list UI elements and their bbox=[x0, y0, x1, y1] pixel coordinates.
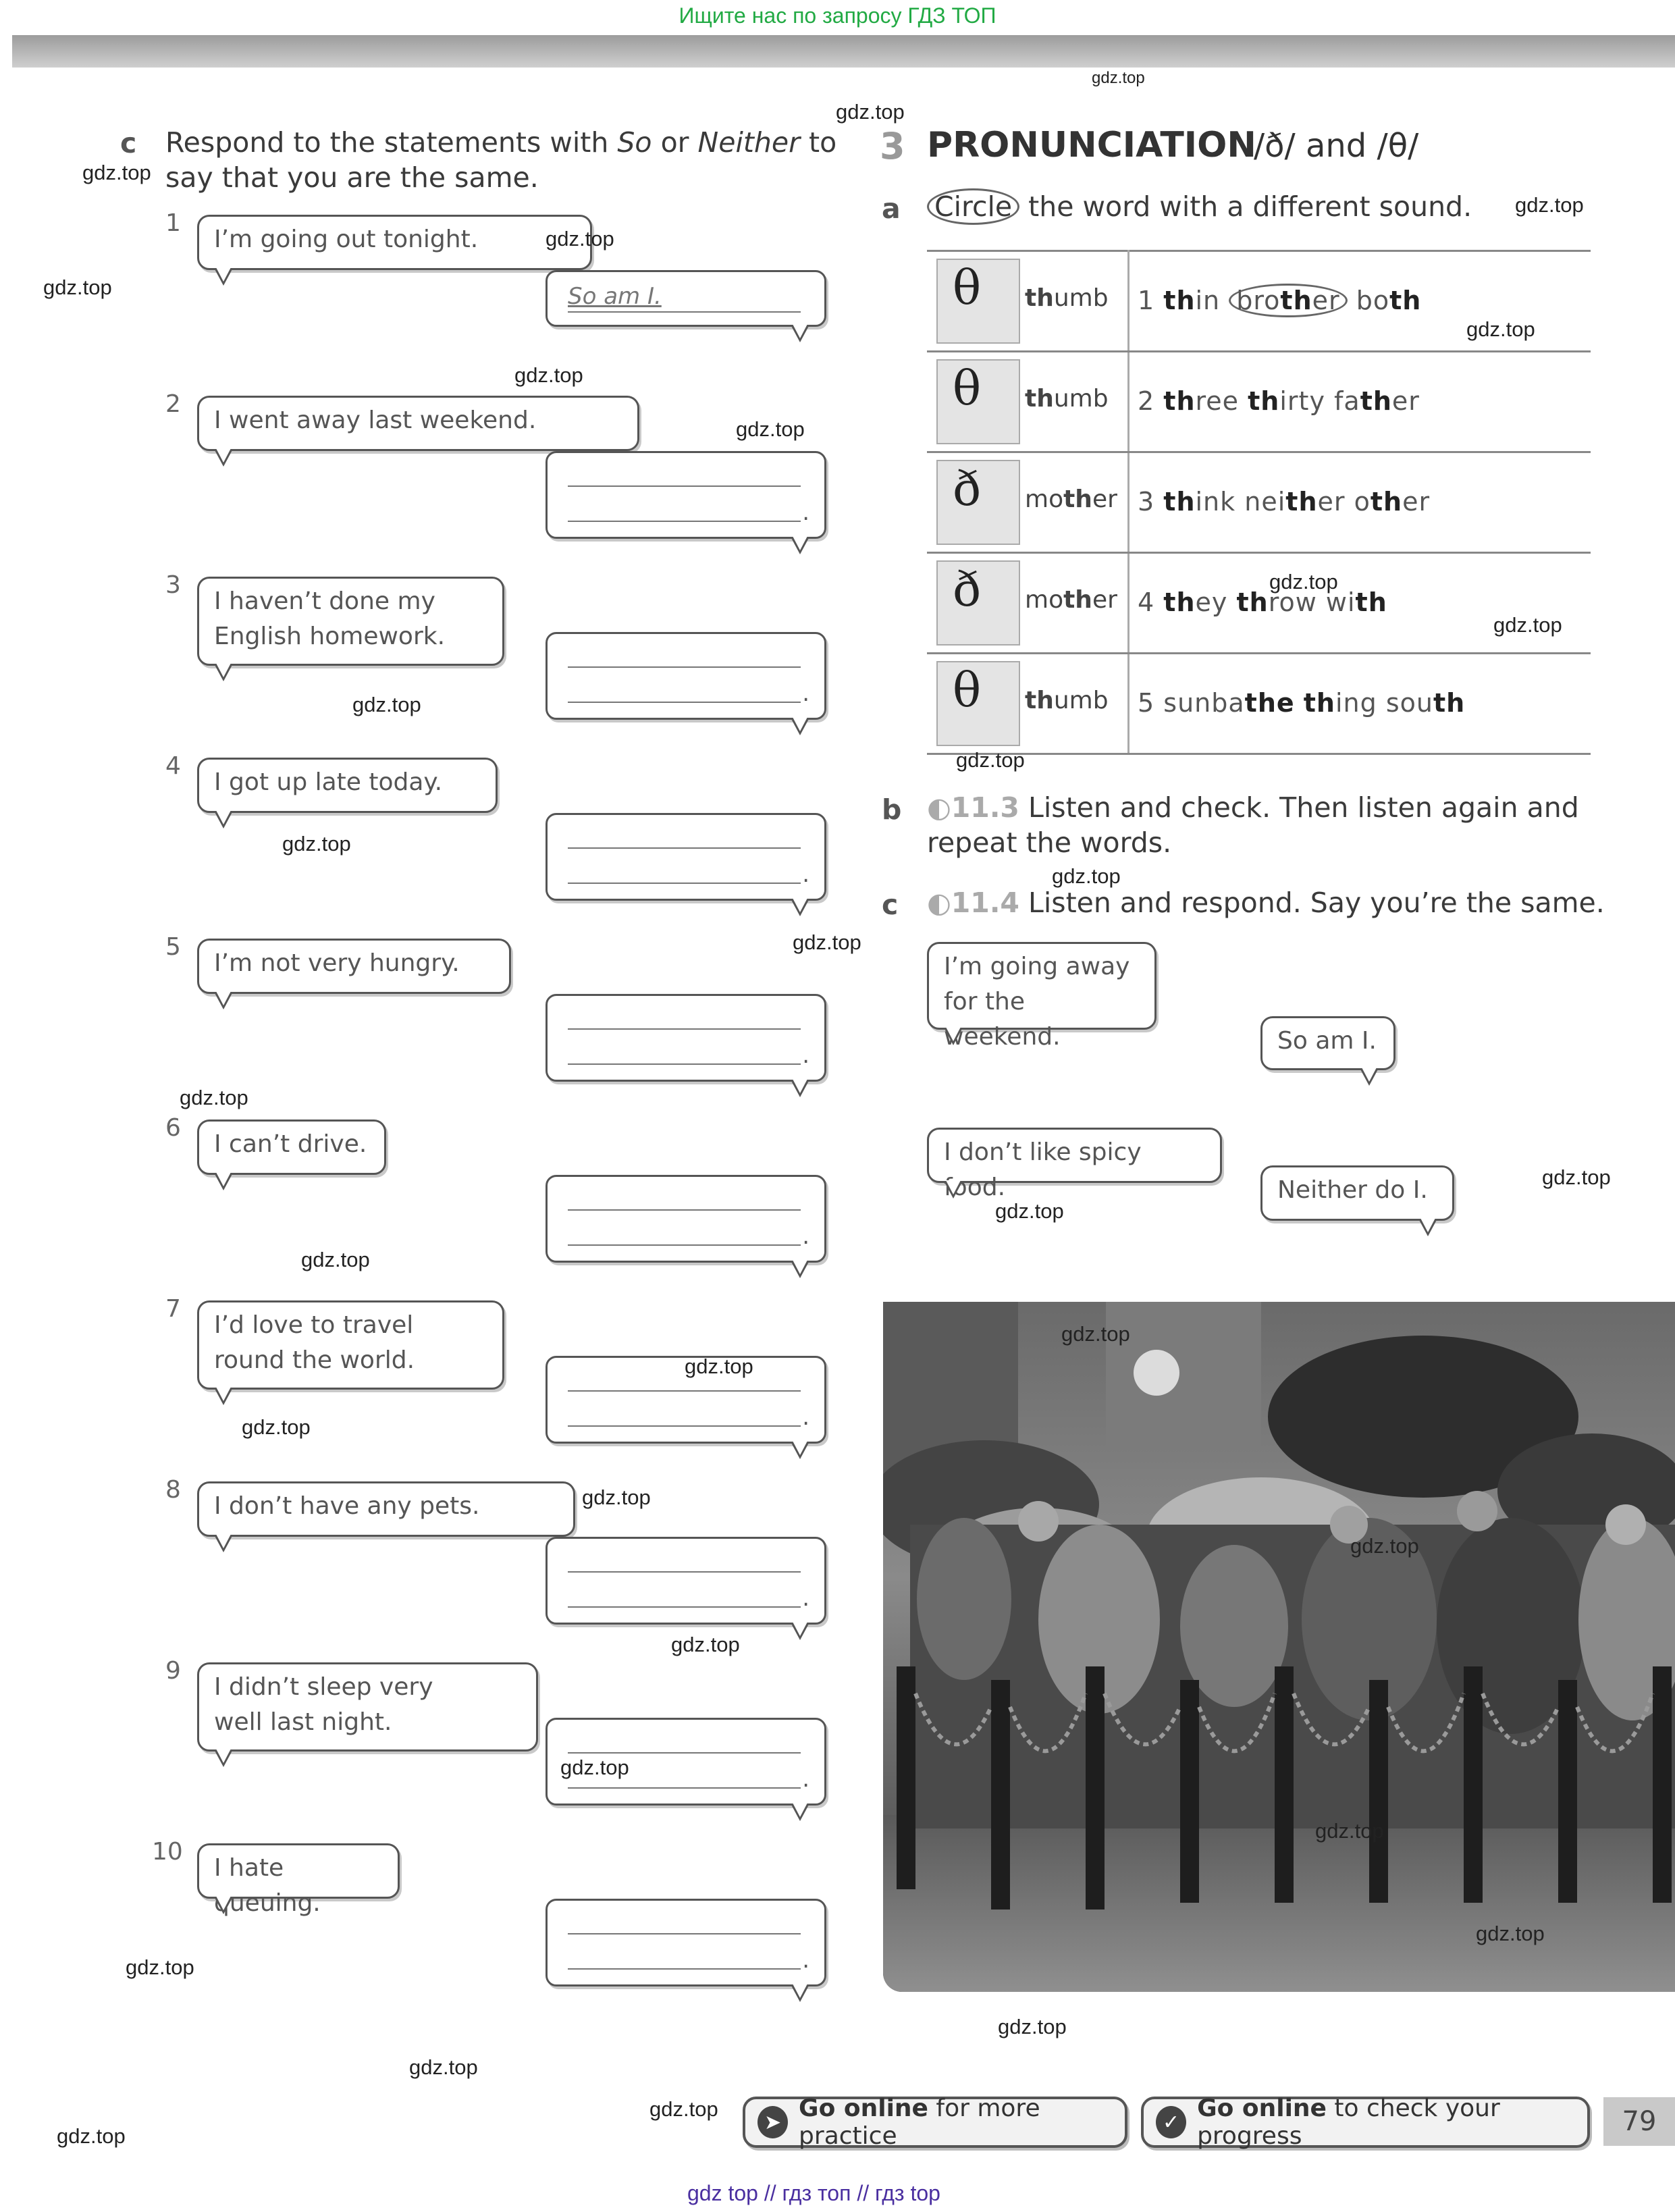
watermark-text: gdz.top bbox=[1269, 570, 1338, 594]
statement-line-1: I don’t have any pets. bbox=[214, 1492, 480, 1520]
statement-line-1: I’m not very hungry. bbox=[214, 949, 460, 977]
watermark-text: gdz.top bbox=[352, 693, 421, 716]
word-choices bbox=[1138, 587, 1387, 617]
answer-line[interactable] bbox=[568, 1968, 801, 1970]
answer-line[interactable] bbox=[568, 1028, 801, 1030]
audio-track-11-3[interactable]: 11.3 bbox=[951, 791, 1019, 824]
word-option[interactable]: other bbox=[1354, 487, 1431, 517]
phoneme-symbol: ð bbox=[953, 461, 982, 517]
period: . bbox=[802, 1223, 809, 1250]
word-option[interactable]: father bbox=[1334, 386, 1420, 416]
answer-line[interactable] bbox=[568, 1933, 801, 1934]
statement-bubble bbox=[197, 758, 498, 813]
statement-bubble bbox=[197, 1843, 400, 1917]
word-option[interactable]: thirty bbox=[1248, 386, 1325, 416]
word-option[interactable]: think bbox=[1163, 487, 1236, 517]
statement-line-1: I went away last weekend. bbox=[214, 406, 537, 434]
answer-line[interactable] bbox=[568, 521, 801, 522]
section-c-instruction bbox=[165, 125, 841, 195]
checkmark-icon: ✓ bbox=[1156, 2106, 1186, 2138]
word-option[interactable]: throw bbox=[1236, 587, 1317, 617]
row-number: 1 bbox=[1138, 286, 1155, 315]
statement-bubble bbox=[197, 1300, 504, 1390]
statement-line-1: I hate queuing. bbox=[214, 1854, 321, 1917]
section-number: 3 bbox=[880, 125, 905, 167]
thumb-theta-icon bbox=[936, 259, 1020, 344]
mother-eth-icon bbox=[936, 560, 1020, 646]
statement-bubble bbox=[197, 577, 504, 666]
period: . bbox=[802, 861, 809, 888]
answer-box[interactable] bbox=[546, 1175, 826, 1263]
word-option[interactable]: thing bbox=[1303, 688, 1377, 718]
answer-line[interactable] bbox=[568, 1063, 801, 1065]
word-option[interactable]: neither bbox=[1244, 487, 1346, 517]
watermark-text: gdz.top bbox=[43, 275, 112, 299]
answer-line[interactable] bbox=[568, 702, 801, 703]
statement-bubble bbox=[197, 1662, 538, 1752]
watermark-text: gdz.top bbox=[514, 363, 583, 387]
keyword: thumb bbox=[1025, 385, 1109, 413]
watermark-text: gdz.top bbox=[649, 2097, 718, 2121]
keyword: mother bbox=[1025, 586, 1117, 614]
speaker-icon[interactable]: ◐ bbox=[927, 791, 951, 824]
answer-line[interactable] bbox=[568, 311, 801, 313]
statement-bubble bbox=[197, 215, 592, 270]
answer-box[interactable] bbox=[546, 632, 826, 720]
audio-track-11-4[interactable]: 11.4 bbox=[951, 887, 1019, 919]
example-statement-1: I’m going away for the weekend. bbox=[927, 942, 1156, 1030]
keyword: thumb bbox=[1025, 284, 1109, 312]
period: . bbox=[802, 499, 809, 526]
watermark-text: gdz.top bbox=[685, 1354, 753, 1378]
item-number: 6 bbox=[165, 1114, 181, 1142]
answer-line[interactable] bbox=[568, 1425, 801, 1427]
pronunciation-row bbox=[927, 554, 1591, 654]
item-number: 10 bbox=[152, 1838, 183, 1866]
part-c-instruction: ◐11.4 Listen and respond. Say you’re the same. bbox=[927, 887, 1605, 919]
answer-box[interactable] bbox=[546, 270, 826, 327]
word-option[interactable]: sunbathe bbox=[1163, 688, 1295, 718]
item-number: 1 bbox=[165, 209, 181, 237]
watermark-text: gdz.top bbox=[282, 832, 351, 855]
thumb-theta-icon bbox=[936, 661, 1020, 746]
watermark-text: gdz.top bbox=[1542, 1165, 1611, 1189]
answer-box[interactable] bbox=[546, 994, 826, 1082]
pronunciation-row bbox=[927, 654, 1591, 755]
answer-line[interactable] bbox=[568, 847, 801, 849]
phoneme-symbol: ð bbox=[953, 562, 982, 617]
statement-bubble bbox=[197, 939, 511, 994]
watermark-text: gdz.top bbox=[836, 100, 905, 124]
word-option[interactable]: three bbox=[1163, 386, 1240, 416]
example-reply-2: Neither do I. bbox=[1260, 1165, 1454, 1221]
answer-line[interactable] bbox=[568, 1752, 801, 1754]
item-number: 3 bbox=[165, 571, 181, 599]
answer-line[interactable] bbox=[568, 1787, 801, 1789]
watermark-text: gdz.top bbox=[180, 1086, 248, 1109]
answer-line[interactable] bbox=[568, 485, 801, 487]
watermark-text: gdz.top bbox=[582, 1485, 651, 1509]
watermark-text: gdz.top bbox=[1061, 1322, 1130, 1346]
cursor-arrow-icon: ➤ bbox=[757, 2106, 788, 2138]
instruction-line-1: Respond to the statements with So or Neither to bbox=[165, 126, 837, 159]
statement-bubble bbox=[197, 1481, 575, 1537]
watermark-text: gdz.top bbox=[126, 1955, 194, 1979]
item-number: 8 bbox=[165, 1476, 181, 1504]
keyword: thumb bbox=[1025, 687, 1109, 714]
answer-line[interactable] bbox=[568, 1244, 801, 1246]
speaker-icon[interactable]: ◐ bbox=[927, 887, 951, 919]
mother-eth-icon bbox=[936, 460, 1020, 545]
watermark-text: gdz.top bbox=[409, 2055, 478, 2079]
example-statement-2: I don’t like spicy food. bbox=[927, 1128, 1222, 1183]
item-number: 2 bbox=[165, 390, 181, 418]
watermark-text: gdz.top bbox=[995, 1199, 1064, 1223]
part-b-letter: b bbox=[882, 793, 902, 826]
answer-box[interactable] bbox=[546, 1899, 826, 1986]
row-number: 4 bbox=[1138, 587, 1155, 617]
top-banner[interactable]: Ищите нас по запросу ГДЗ ТОП bbox=[679, 3, 996, 28]
watermark-text: gdz.top bbox=[242, 1415, 311, 1439]
word-option[interactable]: south bbox=[1385, 688, 1466, 718]
instruction-line-2: say that you are the same. bbox=[165, 161, 539, 194]
answer-line[interactable] bbox=[568, 883, 801, 884]
answer-box[interactable] bbox=[546, 451, 826, 539]
statement-line-1: I got up late today. bbox=[214, 768, 443, 796]
period: . bbox=[802, 1585, 809, 1612]
phoneme-symbol: θ bbox=[953, 662, 982, 718]
statement-bubble bbox=[197, 1120, 386, 1175]
answer-line[interactable] bbox=[568, 1209, 801, 1211]
word-option-circled[interactable]: brother bbox=[1229, 284, 1347, 317]
phoneme-symbols: /ð/ and /θ/ bbox=[1254, 127, 1419, 165]
word-option[interactable]: both bbox=[1356, 286, 1422, 315]
row-number: 3 bbox=[1138, 487, 1155, 517]
watermark-text: gdz.top bbox=[1493, 613, 1562, 637]
watermark-text: gdz.top bbox=[671, 1633, 740, 1656]
phoneme-symbol: θ bbox=[953, 260, 982, 315]
phoneme-symbol: θ bbox=[953, 361, 982, 416]
period: . bbox=[802, 1042, 809, 1069]
word-choices bbox=[1138, 386, 1420, 416]
word-choices bbox=[1138, 487, 1430, 517]
scan-edge-band bbox=[12, 35, 1675, 68]
item-number: 5 bbox=[165, 933, 181, 961]
part-c-letter: c bbox=[882, 889, 899, 921]
keyword: mother bbox=[1025, 485, 1117, 513]
word-choices bbox=[1138, 688, 1465, 718]
go-online-progress-button[interactable]: ✓ Go online to check your progress bbox=[1141, 2097, 1590, 2148]
word-option[interactable]: they bbox=[1163, 587, 1228, 617]
watermark-text: gdz.top bbox=[998, 2015, 1067, 2038]
page-number: 79 bbox=[1603, 2097, 1675, 2146]
answer-line[interactable] bbox=[568, 1571, 801, 1573]
watermark-text: gdz.top bbox=[1515, 193, 1584, 217]
item-number: 4 bbox=[165, 752, 181, 780]
period: . bbox=[802, 1947, 809, 1974]
part-a-letter: a bbox=[882, 192, 901, 225]
statement-line-2: English homework. bbox=[214, 623, 446, 650]
period: . bbox=[802, 1766, 809, 1793]
watermark-text: gdz.top bbox=[736, 417, 805, 441]
watermark-text: gdz.top bbox=[956, 748, 1025, 772]
watermark-text: gdz.top bbox=[1092, 69, 1145, 87]
watermark-text: gdz.top bbox=[82, 161, 151, 184]
item-number: 7 bbox=[165, 1295, 181, 1323]
watermark-text: gdz.top bbox=[546, 227, 614, 251]
answer-box[interactable] bbox=[546, 1537, 826, 1625]
answer-line[interactable] bbox=[568, 1606, 801, 1608]
photo-queue-in-rain bbox=[883, 1302, 1675, 1992]
watermark-text: gdz.top bbox=[1466, 317, 1535, 341]
watermark-text: gdz.top bbox=[793, 930, 861, 954]
pronunciation-row bbox=[927, 453, 1591, 554]
example-reply-1: So am I. bbox=[1260, 1016, 1395, 1070]
watermark-text: gdz.top bbox=[57, 2124, 126, 2148]
answer-box[interactable] bbox=[546, 813, 826, 901]
period: . bbox=[802, 680, 809, 707]
watermark-text: gdz.top bbox=[1350, 1534, 1419, 1558]
answer-line[interactable] bbox=[568, 1390, 801, 1392]
statement-line-2: round the world. bbox=[214, 1346, 415, 1374]
statement-line-1: I haven’t done my bbox=[214, 587, 435, 615]
watermark-text: gdz.top bbox=[301, 1248, 370, 1271]
word-option[interactable]: thin bbox=[1163, 286, 1221, 315]
section-c-letter: c bbox=[120, 127, 137, 159]
statement-line-1: I didn’t sleep very bbox=[214, 1673, 433, 1701]
word-option[interactable]: with bbox=[1325, 587, 1387, 617]
part-a-instruction: Circle the word with a different sound. bbox=[927, 189, 1472, 224]
watermark-text: gdz.top bbox=[1052, 864, 1121, 888]
thumb-theta-icon bbox=[936, 359, 1020, 444]
go-online-practice-button[interactable]: ➤ Go online for more practice bbox=[743, 2097, 1127, 2148]
answer-text: So am I. bbox=[568, 283, 662, 310]
statement-line-1: I can’t drive. bbox=[214, 1130, 367, 1158]
statement-bubble bbox=[197, 396, 639, 451]
watermark-text: gdz.top bbox=[1315, 1819, 1384, 1843]
bottom-gdz-links[interactable]: gdz top // гдз топ // гдз top bbox=[687, 2181, 940, 2205]
period: . bbox=[802, 1404, 809, 1431]
statement-line-1: I’d love to travel bbox=[214, 1311, 414, 1339]
row-number: 5 bbox=[1138, 688, 1155, 718]
answer-line[interactable] bbox=[568, 666, 801, 668]
row-number: 2 bbox=[1138, 386, 1155, 416]
pronunciation-row bbox=[927, 352, 1591, 453]
part-b-instruction: ◐11.3 Listen and check. Then listen again and repeat the words. bbox=[927, 791, 1579, 859]
statement-line-1: I’m going out tonight. bbox=[214, 226, 479, 253]
item-number: 9 bbox=[165, 1657, 181, 1685]
section-title: PRONUNCIATION bbox=[927, 125, 1256, 165]
watermark-text: gdz.top bbox=[560, 1756, 629, 1779]
statement-line-2: well last night. bbox=[214, 1708, 392, 1736]
watermark-text: gdz.top bbox=[1476, 1922, 1545, 1945]
word-choices bbox=[1138, 286, 1421, 315]
